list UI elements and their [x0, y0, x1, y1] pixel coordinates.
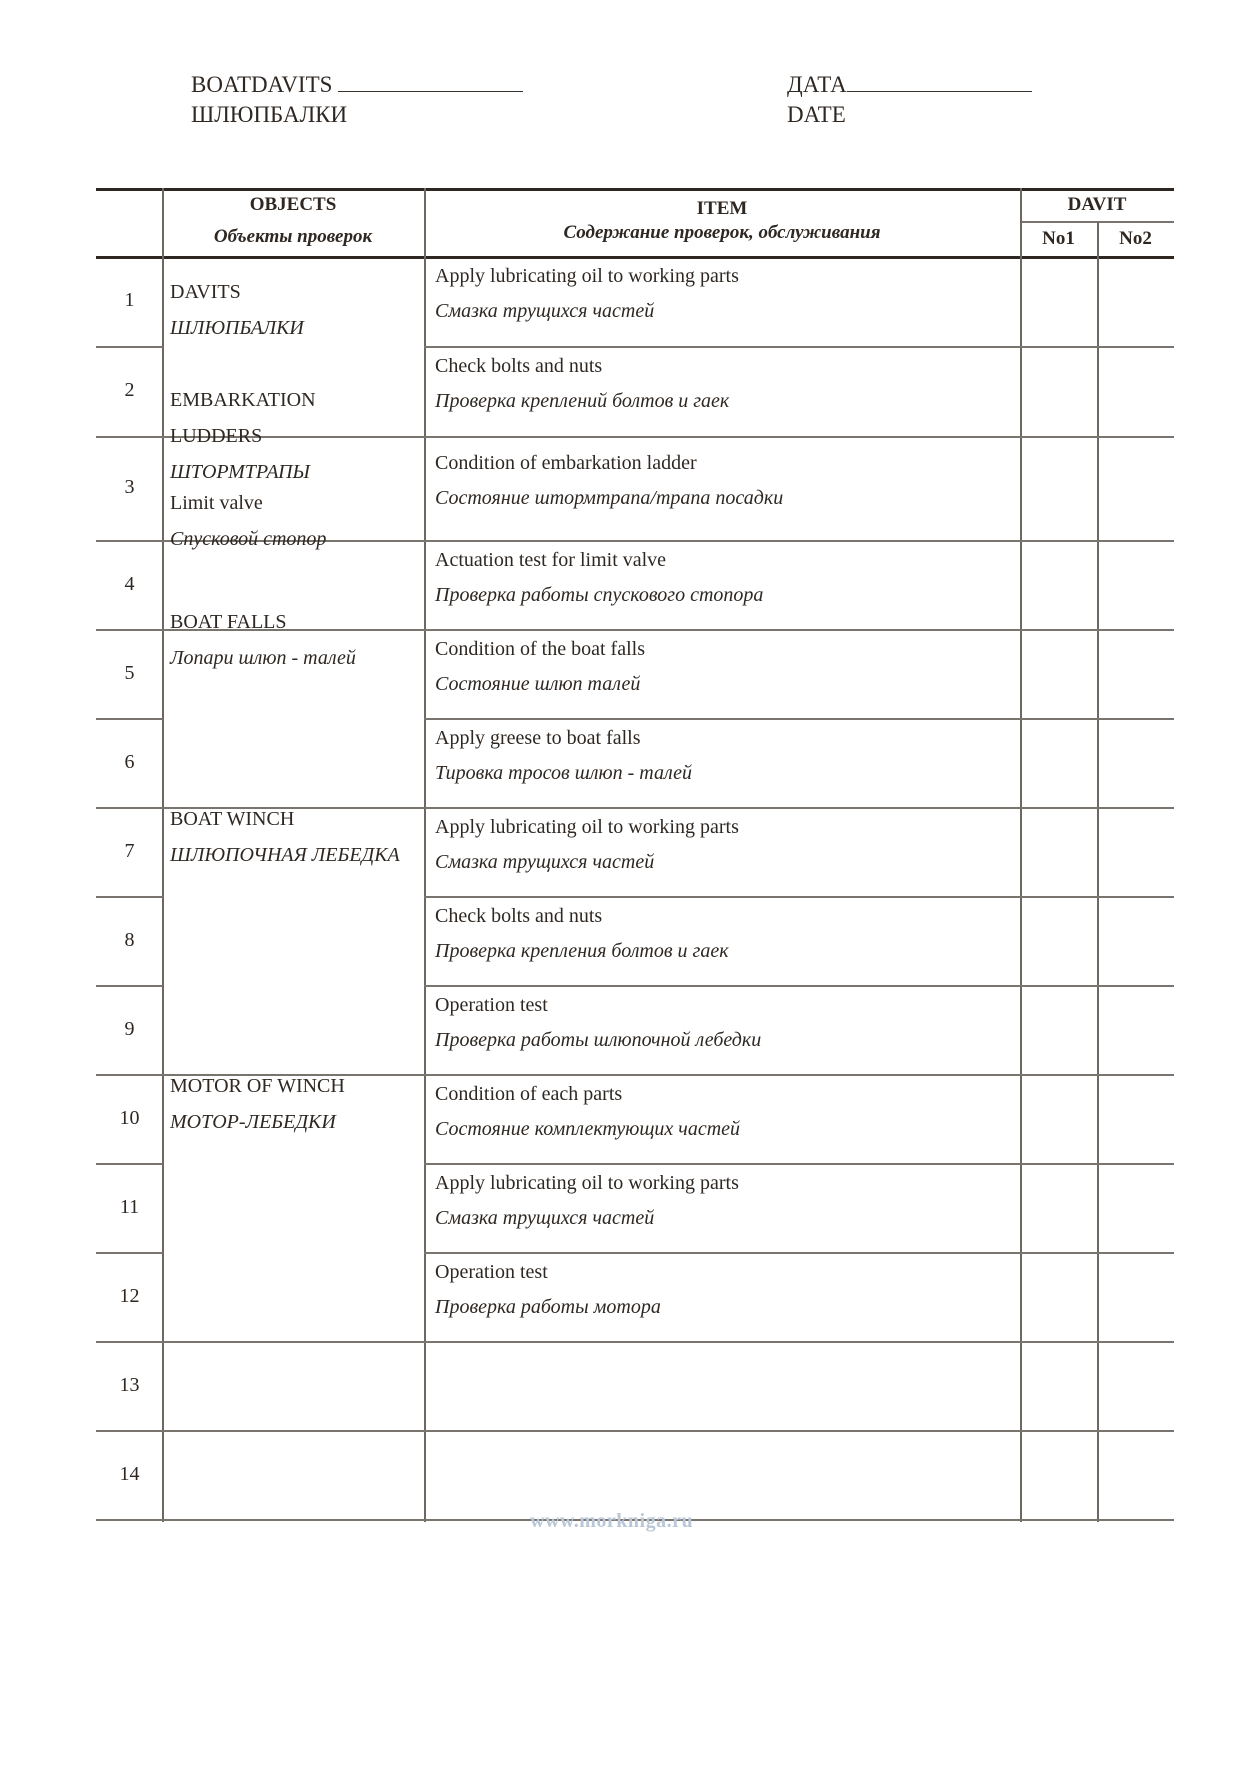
davit-no2-check-cell[interactable] [1099, 986, 1174, 1075]
date-label-ru: ДАТА [787, 72, 847, 97]
item-text: Apply lubricating oil to working parts [435, 1171, 739, 1194]
item-text: Operation test [435, 1260, 548, 1283]
davit-no2-check-cell[interactable] [1099, 257, 1174, 347]
row-number: 3 [124, 476, 135, 498]
item-text: Apply lubricating oil to working parts [435, 815, 739, 838]
item-text-ru: Состояние комплектующих частей [435, 1117, 741, 1140]
objects-header: OBJECTS [249, 194, 337, 215]
object-name-ru: Лопари шлюп - талей [170, 647, 356, 669]
row-number: 8 [124, 928, 135, 951]
no2-header: No2 [1119, 228, 1152, 249]
row-number: 9 [124, 1017, 135, 1040]
davit-no1-check-cell[interactable] [1022, 897, 1097, 986]
item-header-ru: Содержание проверок, обслуживания [563, 222, 881, 243]
item-text: Condition of embarkation ladder [435, 452, 697, 474]
row-number: 1 [124, 289, 135, 311]
davit-no2-check-cell[interactable] [1099, 1075, 1174, 1164]
davit-no2-check-cell[interactable] [1099, 808, 1174, 897]
item-text: Actuation test for limit valve [435, 548, 667, 571]
davit-header: DAVIT [1067, 194, 1127, 215]
item-text-ru: Смазка трущихся частей [435, 300, 655, 322]
table-row [96, 986, 1174, 1075]
davit-no2-check-cell[interactable] [1099, 541, 1174, 630]
table-row [96, 630, 1174, 719]
object-name-ru: ШЛЮПБАЛКИ [170, 317, 304, 339]
davit-no2-check-cell[interactable] [1099, 630, 1174, 719]
item-text-ru: Проверка крепления болтов и гаек [435, 939, 729, 962]
davit-no2-check-cell[interactable] [1099, 1164, 1174, 1253]
row-number: 4 [124, 572, 135, 595]
davit-no2-check-cell[interactable] [1099, 1253, 1174, 1342]
davit-no1-check-cell[interactable] [1022, 1164, 1097, 1253]
object-name-ru: МОТОР-ЛЕБЕДКИ [170, 1111, 336, 1133]
object-name: MOTOR OF WINCH [170, 1075, 345, 1097]
davit-no1-check-cell[interactable] [1022, 719, 1097, 808]
davit-no1-check-cell[interactable] [1022, 437, 1097, 541]
davit-no1-check-cell[interactable] [1022, 257, 1097, 347]
davit-no2-check-cell[interactable] [1099, 1342, 1174, 1431]
object-name: BOAT FALLS [170, 611, 287, 633]
table-row [96, 1253, 1174, 1342]
boatdavits-label-ru: ШЛЮПБАЛКИ [191, 102, 348, 127]
item-text-ru: Проверка работы мотора [435, 1295, 661, 1318]
row-number: 10 [119, 1106, 140, 1129]
table-row [96, 1431, 1174, 1520]
davit-no1-check-cell[interactable] [1022, 808, 1097, 897]
davit-no1-check-cell[interactable] [1022, 986, 1097, 1075]
objects-header-ru: Объекты проверок [213, 226, 373, 247]
item-text-ru: Состояние шлюп талей [435, 672, 641, 695]
davit-no1-check-cell[interactable] [1022, 1075, 1097, 1164]
davit-no2-check-cell[interactable] [1099, 347, 1174, 437]
boatdavits-field [191, 71, 523, 99]
inspection-table [96, 188, 1174, 1522]
item-text-ru: Смазка трущихся частей [435, 1206, 655, 1229]
item-text: Condition of each parts [435, 1082, 623, 1105]
no1-header: No1 [1042, 228, 1075, 249]
item-text: Apply lubricating oil to working parts [435, 265, 739, 287]
date-field [787, 71, 1032, 99]
davit-no1-check-cell[interactable] [1022, 1253, 1097, 1342]
object-name-ru: ШТОРМТРАПЫ [170, 461, 310, 483]
item-text: Condition of the boat falls [435, 637, 645, 660]
object-name-ru: Спусковой стопор [170, 528, 327, 550]
row-number: 2 [124, 379, 135, 401]
item-text: Apply greese to boat falls [435, 726, 641, 749]
item-text-ru: Проверка работы шлюпочной лебедки [435, 1028, 762, 1051]
boatdavits-label: BOATDAVITS [191, 72, 333, 97]
item-text-ru: Проверка креплений болтов и гаек [435, 390, 730, 412]
object-name: LUDDERS [170, 425, 263, 447]
davit-no2-check-cell[interactable] [1099, 1431, 1174, 1520]
davit-no2-check-cell[interactable] [1099, 437, 1174, 541]
item-header: ITEM [696, 198, 748, 219]
table-row [96, 1164, 1174, 1253]
row-number: 13 [119, 1373, 140, 1396]
davit-no1-check-cell[interactable] [1022, 1342, 1097, 1431]
item-text: Check bolts and nuts [435, 355, 603, 377]
row-number: 6 [124, 750, 135, 773]
item-text-ru: Проверка работы спускового стопора [435, 583, 764, 606]
date-label: DATE [787, 102, 846, 127]
item-text-ru: Смазка трущихся частей [435, 850, 655, 873]
davit-no1-check-cell[interactable] [1022, 630, 1097, 719]
table-row [96, 897, 1174, 986]
row-number: 11 [119, 1195, 140, 1218]
table-row [96, 719, 1174, 808]
object-name: Limit valve [170, 492, 263, 514]
object-name: BOAT WINCH [170, 808, 295, 830]
object-name: DAVITS [170, 281, 241, 303]
table-row [96, 437, 1174, 541]
row-number: 14 [119, 1462, 140, 1485]
table-top-border [96, 188, 1174, 191]
watermark: www.morkniga.ru [530, 1510, 694, 1532]
table-row [96, 1342, 1174, 1431]
object-name: EMBARKATION [170, 389, 316, 411]
row-number: 7 [124, 839, 135, 862]
davit-no2-check-cell[interactable] [1099, 897, 1174, 986]
row-number: 5 [124, 661, 135, 684]
date-input-line[interactable] [847, 71, 1032, 92]
row-number: 12 [119, 1284, 140, 1307]
davit-no1-check-cell[interactable] [1022, 347, 1097, 437]
davit-no2-check-cell[interactable] [1099, 719, 1174, 808]
item-text: Check bolts and nuts [435, 904, 603, 927]
davit-no1-check-cell[interactable] [1022, 1431, 1097, 1520]
boatdavits-input-line[interactable] [338, 71, 523, 92]
item-text: Operation test [435, 993, 548, 1016]
object-name-ru: ШЛЮПОЧНАЯ ЛЕБЕДКА [170, 844, 400, 866]
davit-no1-check-cell[interactable] [1022, 541, 1097, 630]
item-text-ru: Состояние штормтрапа/трапа посадки [435, 487, 784, 509]
item-text-ru: Тировка тросов шлюп - талей [435, 761, 693, 784]
